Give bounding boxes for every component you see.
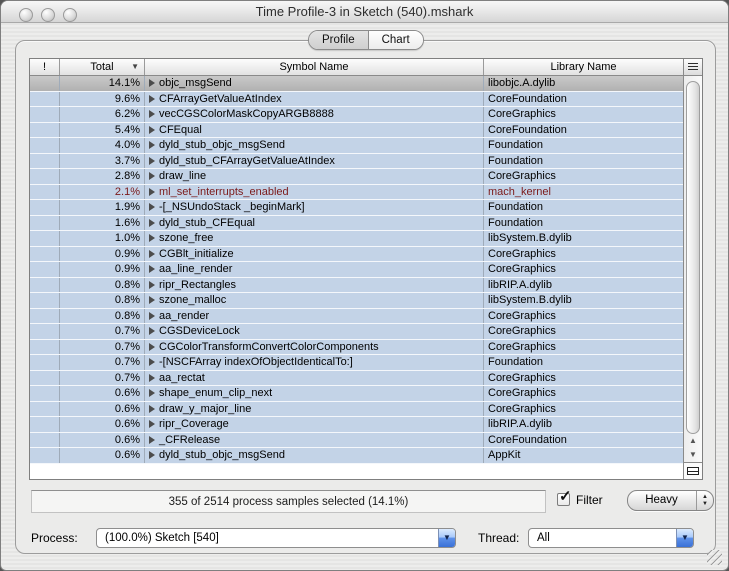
row-symbol-label: draw_y_major_line [159,402,252,415]
row-symbol-cell [145,107,484,122]
vertical-scrollbar [683,59,702,479]
window-title: Time Profile-3 in Sketch (540).mshark [255,4,474,19]
process-combo-button[interactable] [438,529,455,547]
column-header-library[interactable]: Library Name [550,61,617,73]
row-library: CoreGraphics [488,325,556,337]
row-total: 0.8% [60,309,145,324]
disclosure-triangle-icon[interactable] [149,157,155,165]
row-library: CoreFoundation [488,433,567,446]
table-row[interactable] [30,371,683,387]
row-total: 0.7% [60,371,145,386]
table-row[interactable] [30,386,683,402]
row-library: CoreGraphics [488,247,556,260]
thread-value: All [537,532,550,544]
row-flag-cell [30,92,60,107]
row-library: Foundation [488,201,544,213]
row-flag-cell [30,278,60,293]
tab-profile[interactable]: Profile [309,31,369,49]
row-flag-cell [30,123,60,138]
process-combo[interactable] [96,528,456,548]
row-flag-cell [30,231,60,246]
row-symbol-cell [145,386,484,401]
row-symbol-cell [145,92,484,107]
row-library: libRIP.A.dylib [488,278,552,291]
row-flag-cell [30,216,60,231]
column-options-icon [688,63,698,72]
row-library: AppKit [488,449,521,461]
filter-checkbox-label[interactable]: Filter [576,493,603,507]
row-symbol-cell [145,448,484,463]
row-flag-cell [30,402,60,417]
row-symbol-label: dyld_stub_CFEqual [159,216,256,229]
row-flag-cell [30,309,60,324]
row-symbol-label: draw_line [159,170,207,182]
table-row[interactable] [30,76,683,92]
row-symbol-label: aa_render [159,309,210,322]
disclosure-triangle-icon[interactable] [149,451,155,459]
table-row[interactable] [30,262,683,278]
row-symbol-cell [145,185,484,200]
disclosure-triangle-icon[interactable] [149,126,155,134]
row-symbol-label: aa_line_render [159,263,233,275]
row-total: 1.9% [60,200,145,215]
row-symbol-label: dyld_stub_objc_msgSend [159,449,285,461]
row-library: CoreGraphics [488,402,556,415]
row-flag-cell [30,107,60,122]
row-library: libRIP.A.dylib [488,418,552,430]
row-library: Foundation [488,154,544,167]
row-flag-cell [30,76,60,91]
row-symbol-cell [145,123,484,138]
row-symbol-label: vecCGSColorMaskCopyARGB8888 [159,108,334,120]
row-total: 9.6% [60,92,145,107]
row-symbol-label: dyld_stub_CFArrayGetValueAtIndex [159,154,335,167]
disclosure-triangle-icon[interactable] [149,405,155,413]
filter-checkbox[interactable] [557,488,572,506]
row-total: 0.7% [60,355,145,370]
table-row[interactable] [30,169,683,185]
row-symbol-cell [145,324,484,339]
disclosure-triangle-icon[interactable] [149,389,155,397]
row-total: 0.6% [60,417,145,432]
row-symbol-label: -[NSCFArray indexOfObjectIdenticalTo:] [159,356,353,368]
row-flag-cell [30,185,60,200]
row-flag-cell [30,293,60,308]
disclosure-triangle-icon[interactable] [149,358,155,366]
disclosure-triangle-icon[interactable] [149,110,155,118]
thread-combo-button[interactable] [676,529,693,547]
split-pane-icon [687,467,699,475]
row-total: 0.8% [60,278,145,293]
disclosure-triangle-icon[interactable] [149,327,155,335]
stepper-up-icon: ▲ [702,494,708,500]
column-header-symbol[interactable]: Symbol Name [145,59,484,75]
row-flag-cell [30,154,60,169]
row-flag-cell [30,386,60,401]
scroll-up-arrow-icon[interactable]: ▲ [689,436,697,445]
row-library: Foundation [488,216,544,229]
table-row[interactable] [30,355,683,371]
table-row[interactable] [30,340,683,356]
row-total: 0.8% [60,293,145,308]
row-library: CoreFoundation [488,123,567,136]
combo-arrow-icon: ▼ [681,533,689,542]
row-symbol-cell [145,309,484,324]
table-row[interactable] [30,154,683,170]
table-row[interactable] [30,92,683,108]
row-symbol-cell [145,169,484,184]
table-row[interactable] [30,185,683,201]
process-value: (100.0%) Sketch [540] [105,532,219,544]
row-symbol-label: _CFRelease [159,433,221,446]
column-header-flag[interactable]: ! [30,59,60,75]
row-symbol-cell [145,231,484,246]
table-row[interactable] [30,402,683,418]
disclosure-triangle-icon[interactable] [149,296,155,304]
row-library: libSystem.B.dylib [488,294,572,306]
row-symbol-label: aa_rectat [159,371,205,384]
row-flag-cell [30,448,60,463]
row-total: 0.9% [60,262,145,277]
disclosure-triangle-icon[interactable] [149,265,155,273]
row-total: 0.6% [60,433,145,448]
row-library: libSystem.B.dylib [488,232,572,244]
row-symbol-label: objc_msgSend [159,77,232,89]
row-library: CoreGraphics [488,371,556,384]
row-symbol-cell [145,262,484,277]
row-symbol-label: -[_NSUndoStack _beginMark] [159,201,305,213]
row-total: 0.9% [60,247,145,262]
table-row[interactable] [30,247,683,263]
table-row[interactable] [30,278,683,294]
row-flag-cell [30,169,60,184]
table-row[interactable] [30,123,683,139]
popup-stepper-icon [696,491,713,510]
row-symbol-label: szone_malloc [159,294,227,306]
row-total: 2.8% [60,169,145,184]
table-row[interactable] [30,216,683,232]
profile-table [29,58,703,480]
resize-grip[interactable] [707,550,722,565]
row-symbol-cell [145,293,484,308]
split-pane-button[interactable] [684,462,702,479]
disclosure-triangle-icon[interactable] [149,343,155,351]
disclosure-triangle-icon[interactable] [149,312,155,320]
table-row[interactable] [30,231,683,247]
thread-label: Thread: [478,531,520,545]
disclosure-triangle-icon[interactable] [149,219,155,227]
row-symbol-cell [145,138,484,153]
row-flag-cell [30,138,60,153]
disclosure-triangle-icon[interactable] [149,141,155,149]
row-symbol-cell [145,200,484,215]
row-flag-cell [30,262,60,277]
table-row[interactable] [30,107,683,123]
row-symbol-cell [145,340,484,355]
row-flag-cell [30,324,60,339]
row-total: 0.6% [60,402,145,417]
row-total: 0.6% [60,448,145,463]
row-symbol-label: shape_enum_clip_next [159,387,273,399]
row-symbol-cell [145,278,484,293]
disclosure-triangle-icon[interactable] [149,79,155,87]
table-row[interactable] [30,433,683,449]
column-header-total-label: Total [90,61,114,73]
row-total: 0.7% [60,324,145,339]
disclosure-triangle-icon[interactable] [149,203,155,211]
row-flag-cell [30,340,60,355]
table-row[interactable] [30,293,683,309]
row-library: libobjc.A.dylib [488,77,556,89]
disclosure-triangle-icon[interactable] [149,95,155,103]
row-library: CoreFoundation [488,92,567,105]
disclosure-triangle-icon[interactable] [149,420,155,428]
table-row[interactable] [30,138,683,154]
thread-combo[interactable] [528,528,694,548]
table-body [30,76,683,479]
checkmark-icon: ✓ [559,488,572,505]
view-tab-bar [308,30,424,50]
row-total: 6.2% [60,107,145,122]
row-symbol-label: CFEqual [159,123,202,136]
table-row[interactable] [30,417,683,433]
row-symbol-label: ripr_Rectangles [159,278,237,291]
disclosure-triangle-icon[interactable] [149,436,155,444]
row-symbol-cell [145,402,484,417]
row-library: CoreGraphics [488,309,556,322]
table-row[interactable] [30,200,683,216]
row-total: 5.4% [60,123,145,138]
table-row[interactable] [30,309,683,325]
row-library: CoreGraphics [488,340,556,353]
row-library: CoreGraphics [488,170,556,182]
row-symbol-cell [145,433,484,448]
row-total: 0.7% [60,340,145,355]
row-symbol-label: CGSDeviceLock [159,325,240,337]
row-symbol-label: CGColorTransformConvertColorComponents [159,340,379,353]
row-symbol-cell [145,247,484,262]
column-header-total[interactable] [60,59,145,75]
row-flag-cell [30,200,60,215]
table-row[interactable] [30,448,683,464]
disclosure-triangle-icon[interactable] [149,374,155,382]
scrollbar-track[interactable] [684,76,702,462]
disclosure-triangle-icon[interactable] [149,250,155,258]
row-library: Foundation [488,139,544,151]
row-total: 2.1% [60,185,145,200]
table-header [30,59,683,76]
status-text-field: 355 of 2514 process samples selected (14.1%) [31,490,546,513]
row-library: mach_kernel [488,185,551,198]
row-total: 0.6% [60,386,145,401]
disclosure-triangle-icon[interactable] [149,234,155,242]
view-mode-popup[interactable] [627,490,714,511]
disclosure-triangle-icon[interactable] [149,172,155,180]
combo-arrow-icon: ▼ [443,533,451,542]
row-symbol-cell [145,154,484,169]
row-library: CoreGraphics [488,387,556,399]
title-bar[interactable] [1,1,728,23]
stepper-down-icon: ▼ [702,501,708,507]
row-flag-cell [30,417,60,432]
row-symbol-cell [145,76,484,91]
row-library: CoreGraphics [488,263,556,275]
row-library: CoreGraphics [488,108,556,120]
row-symbol-cell [145,355,484,370]
disclosure-triangle-icon[interactable] [149,188,155,196]
row-symbol-label: CGBlt_initialize [159,247,234,260]
row-symbol-label: CFArrayGetValueAtIndex [159,92,282,105]
scrollbar-thumb[interactable] [686,81,700,434]
row-total: 14.1% [60,76,145,91]
row-symbol-cell [145,216,484,231]
row-flag-cell [30,355,60,370]
column-options-button[interactable] [684,59,702,76]
row-symbol-label: ml_set_interrupts_enabled [159,185,289,198]
row-total: 3.7% [60,154,145,169]
row-flag-cell [30,247,60,262]
row-total: 1.0% [60,231,145,246]
row-flag-cell [30,433,60,448]
row-total: 1.6% [60,216,145,231]
row-symbol-label: ripr_Coverage [159,418,229,430]
row-symbol-label: dyld_stub_objc_msgSend [159,139,285,151]
view-mode-value: Heavy [645,494,678,506]
row-library: Foundation [488,356,544,368]
disclosure-triangle-icon[interactable] [149,281,155,289]
sort-descending-icon: ▼ [131,62,139,71]
row-total: 4.0% [60,138,145,153]
row-flag-cell [30,371,60,386]
row-symbol-cell [145,417,484,432]
table-row[interactable] [30,324,683,340]
tab-chart[interactable]: Chart [369,31,423,49]
row-symbol-cell [145,371,484,386]
row-symbol-label: szone_free [159,232,214,244]
process-label: Process: [31,531,78,545]
scroll-down-arrow-icon[interactable]: ▼ [689,450,697,459]
